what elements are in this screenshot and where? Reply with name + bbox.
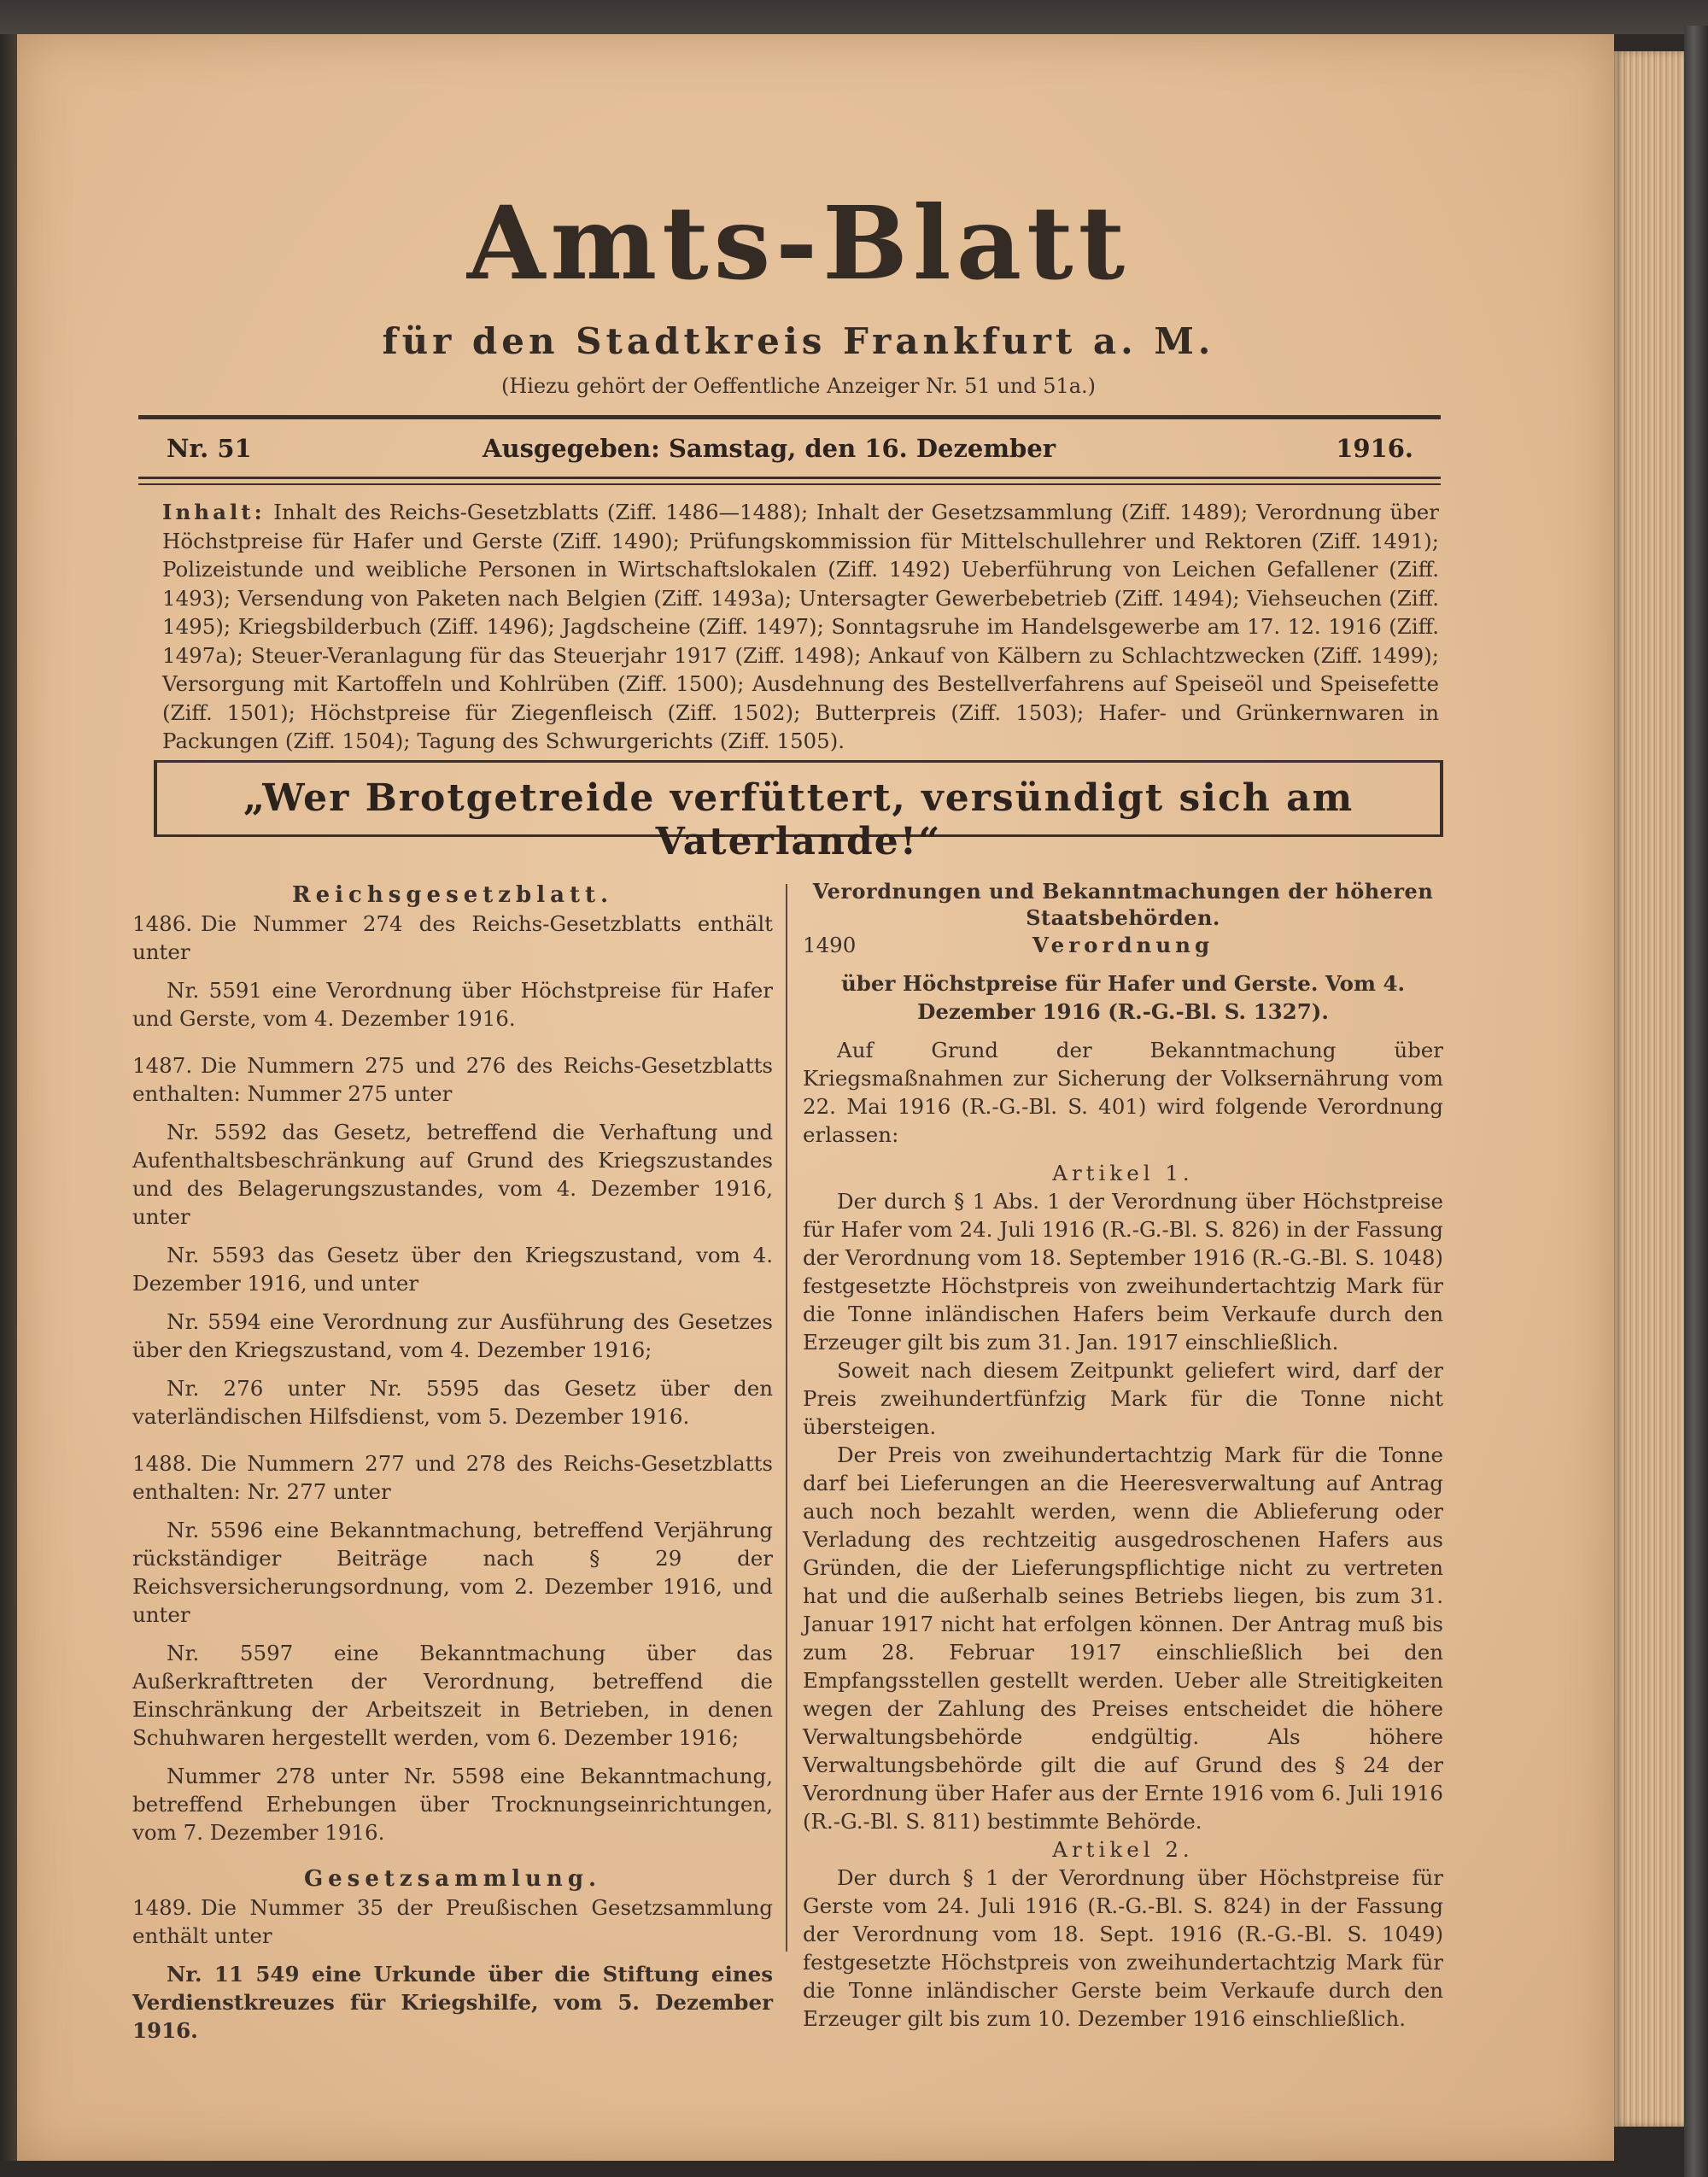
article-2-paragraph-1: Der durch § 1 der Verordnung über Höchstpreise für Gerste vom 24. Juli 1916 (R.-G.-Bl. S. 824) in der Fassung der Verordnung vom 18. Sept. 1916 (R.-G.-Bl. S. 1049) festgesetzte Höchstpreis von zweihundertachtzig Mark für die Tonne inländischer Gerste beim Verkaufe durch den Erzeuger gilt bis zum 10. Dezember 1916 einschließlich.	[803, 1865, 1443, 2031]
masthead-title: Amts-Blatt	[466, 184, 1131, 302]
paragraph-number: 1487.	[132, 1053, 193, 1078]
issue-rule-2	[138, 483, 1441, 485]
paragraph-1486-entry: Nr. 5591 eine Verordnung über Höchstpreise für Hafer und Gerste, vom 4. Dezember 1916.	[132, 978, 773, 1031]
toc-text: Inhalt des Reichs-Gesetzblatts (Ziff. 1486—1488); Inhalt der Gesetzsammlung (Ziff. 1489); Verordnung über Höchstpreise für Hafer und Gerste (Ziff. 1490); Prüfungskommission für Mittelschullehrer und Rektoren (Ziff. 1491); Polizeistunde und weibliche Personen in Wirtschaftslokalen (Ziff. 1492) Ueberführung von Leichen Gefallener (Ziff. 1493); Versendung von Paketen nach Belgien (Ziff. 1493a); Untersagter Gewerbebetrieb (Ziff. 1494); Viehseuchen (Ziff. 1495); Kriegsbilderbuch (Ziff. 1496); Jagdscheine (Ziff. 1497); Sonntagsruhe im Handelsgewerbe am 17. 12. 1916 (Ziff. 1497a); Steuer-Veranlagung für das Steuerjahr 1917 (Ziff. 1498); Ankauf von Kälbern zu Schlachtzwecken (Ziff. 1499); Versorgung mit Kartoffeln und Kohlrüben (Ziff. 1500); Ausdehnung des Bestellverfahrens auf Speiseöl und Speisefette (Ziff. 1501); Höchstpreise für Ziegenfleisch (Ziff. 1502); Butterpreis (Ziff. 1503); Hafer- und Grünkernwaren in Packungen (Ziff. 1504); Tagung des Schwurgerichts (Ziff. 1505).	[162, 500, 1439, 753]
article-1-paragraph-2: Soweit nach diesem Zeitpunkt geliefert wird, darf der Preis zweihundertfünfzig Mark für die Tonne nicht übersteigen.	[803, 1358, 1443, 1439]
paragraph-1487-entry-d: Nr. 276 unter Nr. 5595 das Gesetz über den vaterländischen Hilfsdienst, vom 5. Dezember 1916.	[132, 1376, 773, 1429]
heading-staatsbehoerden: Verordnungen und Bekanntmachungen der höheren Staatsbehörden.	[812, 879, 1434, 930]
paragraph-1488-entry-b: Nr. 5597 eine Bekanntmachung über das Außerkrafttreten der Verordnung, betreffend die Einschränkung der Arbeitszeit in Betrieben, in denen Schuhwaren hergestellt werden, vom 6. Dezember 1916;	[132, 1641, 773, 1750]
article-1-paragraph-3: Der Preis von zweihundertachtzig Mark für die Tonne darf bei Lieferungen an die Heeresverwaltung auf Antrag auch noch bezahlt werden, wenn die Ablieferung oder Verladung des rechtzeitig ausgedroschenen Hafers aus Gründen, die der Lieferungspflichtige nicht zu vertreten hat und die außerhalb seines Betriebs liegen, bis zum 31. Januar 1917 nicht hat erfolgen können. Der Antrag muß bis zum 28. Februar 1917 einschließlich bei den Empfangsstellen gestellt werden. Ueber alle Streitigkeiten wegen der Zahlung des Preises entscheidet die höhere Verwaltungsbehörde endgültig. Als höhere Verwaltungsbehörde gilt die auf Grund des § 24 der Verordnung über Hafer aus der Ernte 1916 vom 6. Juli 1916 (R.-G.-Bl. S. 811) bestimmte Behörde.	[803, 1443, 1443, 1834]
masthead-subtitle: für den Stadtkreis Frankfurt a. M.	[382, 320, 1215, 362]
right-column	[803, 878, 1443, 2033]
paragraph-number: 1488.	[132, 1451, 193, 1476]
book-cover-right	[1684, 26, 1708, 2177]
heading-gesetzsammlung: Gesetzsammlung.	[303, 1866, 602, 1892]
paragraph-number: 1486.	[132, 911, 193, 936]
top-rule	[138, 415, 1441, 419]
article-1-paragraph-1: Der durch § 1 Abs. 1 der Verordnung über Höchstpreise für Hafer vom 24. Juli 1916 (R.-G.-Bl. S. 826) in der Fassung der Verordnung vom 18. September 1916 (R.-G.-Bl. S. 1048) festgesetzte Höchstpreis von zweihundertachtzig Mark für die Tonne inländischen Hafers beim Verkaufe durch den Erzeuger gilt bis zum 31. Jan. 1917 einschließlich.	[803, 1189, 1443, 1355]
motto-text: „Wer Brotgetreide verfüttert, versündigt sich am Vaterlande!“	[243, 776, 1354, 863]
table-of-contents	[162, 498, 1439, 756]
issue-date: Ausgegeben: Samstag, den 16. Dezember	[483, 434, 1056, 463]
paragraph-text: Die Nummern 275 und 276 des Reichs-Gesetzblatts enthalten: Nummer 275 unter	[132, 1053, 773, 1106]
article-2-heading: Artikel 2.	[1052, 1837, 1194, 1862]
left-column	[132, 881, 773, 2045]
paragraph-1487-entry-b: Nr. 5593 das Gesetz über den Kriegszustand, vom 4. Dezember 1916, und unter	[132, 1243, 773, 1296]
motto-box	[154, 760, 1443, 863]
column-divider	[786, 884, 787, 1952]
paragraph-1488-entry-a: Nr. 5596 eine Bekanntmachung, betreffend Verjährung rückständiger Beiträge nach § 29 der Reichsversicherungsordnung, vom 2. Dezember 1916, und unter	[132, 1518, 773, 1627]
paragraph-1489	[132, 1893, 773, 1950]
paragraph-number: 1489.	[132, 1895, 193, 1920]
article-1-heading: Artikel 1.	[1052, 1161, 1194, 1185]
verordnung-intro: Auf Grund der Bekanntmachung über Kriegsmaßnahmen zur Sicherung der Volksernährung vom 22. Mai 1916 (R.-G.-Bl. S. 401) wird folgende Verordnung erlassen:	[803, 1038, 1443, 1147]
masthead-note: (Hiezu gehört der Oeffentliche Anzeiger Nr. 51 und 51a.)	[500, 374, 1097, 398]
paragraph-1488	[132, 1449, 773, 1506]
toc-label: Inhalt:	[162, 500, 266, 524]
paragraph-text: Die Nummer 35 der Preußischen Gesetzsammlung enthält unter	[132, 1895, 773, 1948]
issue-year: 1916.	[1336, 434, 1413, 463]
issue-number: Nr. 51	[167, 434, 252, 463]
paragraph-1489-entry: Nr. 11 549 eine Urkunde über die Stiftung eines Verdienstkreuzes für Kriegshilfe, vom 5. Dezember 1916.	[132, 1962, 773, 2043]
book-cover-top	[0, 0, 1708, 34]
issue-line	[167, 434, 1413, 468]
heading-reichsgesetzblatt: Reichsgesetzblatt.	[291, 882, 614, 908]
page-edges	[1614, 51, 1684, 2127]
paragraph-1486	[132, 910, 773, 966]
paragraph-text: Die Nummern 277 und 278 des Reichs-Gesetzblatts enthalten: Nr. 277 unter	[132, 1451, 773, 1504]
paragraph-1488-entry-c: Nummer 278 unter Nr. 5598 eine Bekanntmachung, betreffend Erhebungen über Trocknungseinrichtungen, vom 7. Dezember 1916.	[132, 1764, 773, 1845]
issue-rule-1	[138, 477, 1441, 479]
paragraph-1487	[132, 1051, 773, 1108]
paragraph-1487-entry-a: Nr. 5592 das Gesetz, betreffend die Verhaftung und Aufenthaltsbeschränkung auf Grund des Kriegszustandes und des Belagerungszustandes, vom 4. Dezember 1916, unter	[132, 1120, 773, 1229]
verordnung-title: über Höchstpreise für Hafer und Gerste. Vom 4. Dezember 1916 (R.-G.-Bl. S. 1327).	[840, 971, 1406, 1024]
paragraph-number: 1490	[803, 933, 857, 957]
paragraph-1487-entry-c: Nr. 5594 eine Verordnung zur Ausführung des Gesetzes über den Kriegszustand, vom 4. Dezember 1916;	[132, 1309, 773, 1362]
paragraph-1490-header	[803, 931, 1443, 959]
paragraph-text: Die Nummer 274 des Reichs-Gesetzblatts enthält unter	[132, 911, 773, 964]
verordnung-heading: Verordnung	[1032, 933, 1214, 957]
